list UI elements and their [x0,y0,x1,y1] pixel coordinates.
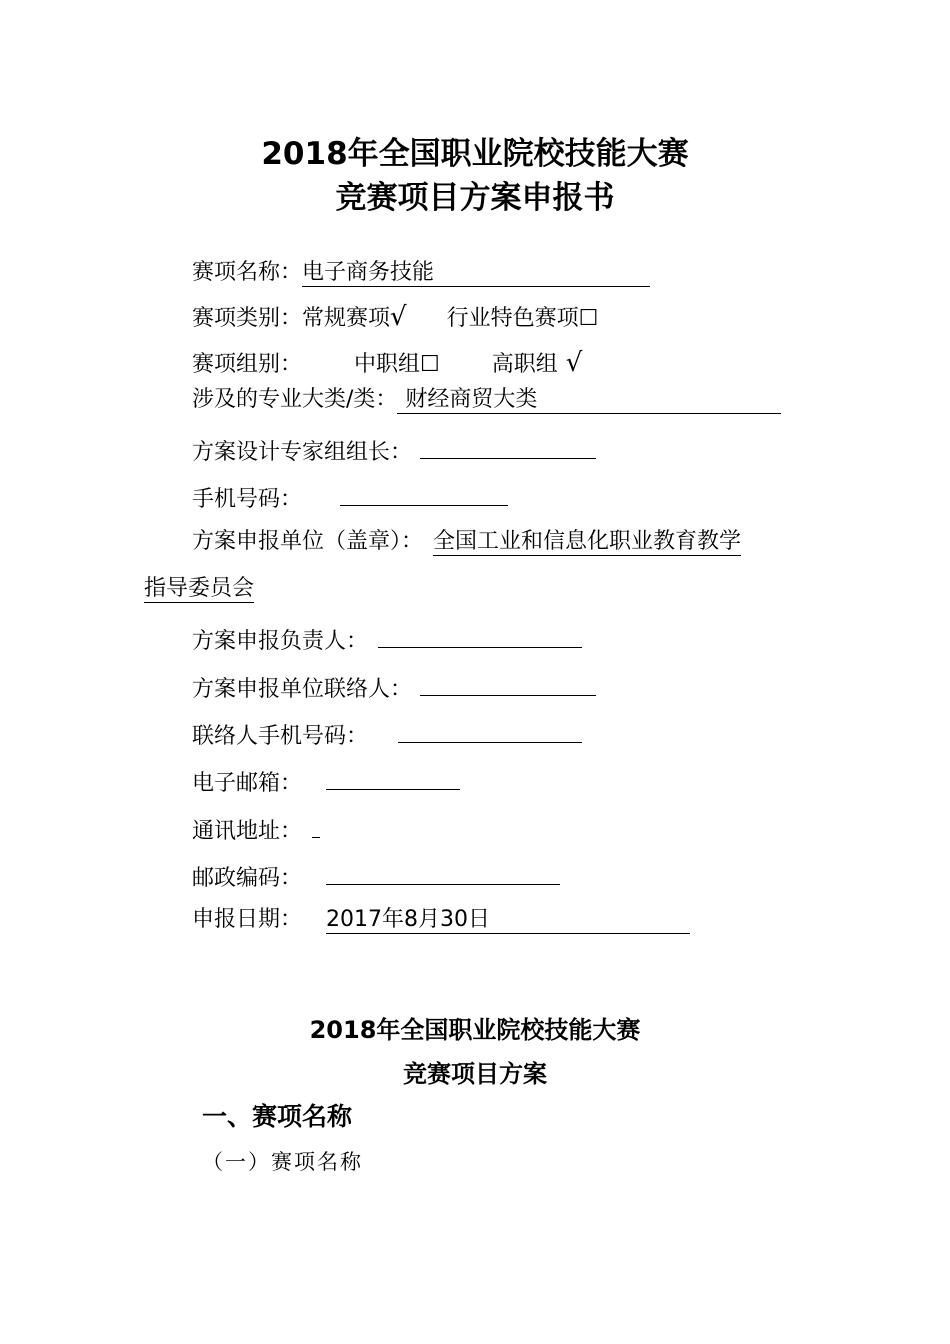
plan-title-line2: 竞赛项目方案 [403,1060,547,1088]
email-label: 电子邮箱： [192,771,303,796]
responsible-person-field[interactable] [378,621,582,648]
applicant-unit-row [192,527,741,557]
applicant-unit-value-line2: 指导委员会 [144,576,255,601]
responsible-person-row [192,621,582,657]
address-label: 通讯地址： [192,819,303,844]
mobile-row [192,479,508,515]
subsection-heading-event-name: （一）赛项名称 [202,1150,363,1174]
date-row [192,905,690,935]
contact-mobile-label: 联络人手机号码： [192,724,369,749]
date-value: 2017年8月30日 [326,907,690,934]
applicant-unit-label: 方案申报单位（盖章）： [192,529,424,554]
group-secondary-label: 中职组 [354,352,421,377]
unit-contact-row [192,669,596,705]
mobile-label: 手机号码： [192,487,303,512]
unit-contact-field[interactable] [420,669,596,696]
event-category-label: 赛项类别： [192,306,303,331]
address-row [192,811,320,847]
email-field[interactable] [326,763,460,790]
mobile-field[interactable] [340,479,508,506]
category-regular-checkmark: √ [390,302,407,332]
category-industry-label: 行业特色赛项 [446,306,579,331]
contact-mobile-field[interactable] [398,716,582,743]
group-secondary-checkbox: ☐ [420,352,440,377]
address-field[interactable] [312,811,320,838]
event-category-row [192,302,598,334]
postcode-label: 邮政编码： [192,866,303,891]
cover-title-line2: 竞赛项目方案申报书 [335,180,615,216]
event-group-label: 赛项组别： [192,352,303,377]
category-industry-checkbox: ☐ [578,306,599,331]
major-category-label: 涉及的专业大类/类： [192,387,398,412]
responsible-person-label: 方案申报负责人： [192,629,369,654]
event-name-row [192,258,650,288]
cover-title-line1: 2018年全国职业院校技能大赛 [261,136,689,172]
postcode-field[interactable] [326,858,560,885]
plan-title-line1: 2018年全国职业院校技能大赛 [309,1016,641,1044]
event-name-label: 赛项名称： [192,260,303,285]
applicant-unit-value-line1: 全国工业和信息化职业教育教学 [433,529,742,554]
group-higher-label: 高职组 [491,352,558,377]
postcode-row [192,858,560,894]
email-row [192,763,460,799]
major-category-value: 财经商贸大类 [397,387,781,414]
expert-leader-label: 方案设计专家组组长： [192,440,413,465]
event-group-row [192,348,582,380]
section-heading-event-name: 一、赛项名称 [202,1102,353,1131]
expert-leader-row [192,432,596,468]
major-category-row [192,385,781,415]
date-label: 申报日期： [192,907,303,932]
event-name-value: 电子商务技能 [302,260,650,287]
group-higher-checkmark: √ [565,348,583,378]
contact-mobile-row [192,716,582,752]
category-regular-label: 常规赛项 [302,306,391,331]
expert-leader-field[interactable] [420,432,596,459]
applicant-unit-row-continued [144,574,254,604]
unit-contact-label: 方案申报单位联络人： [192,677,413,702]
